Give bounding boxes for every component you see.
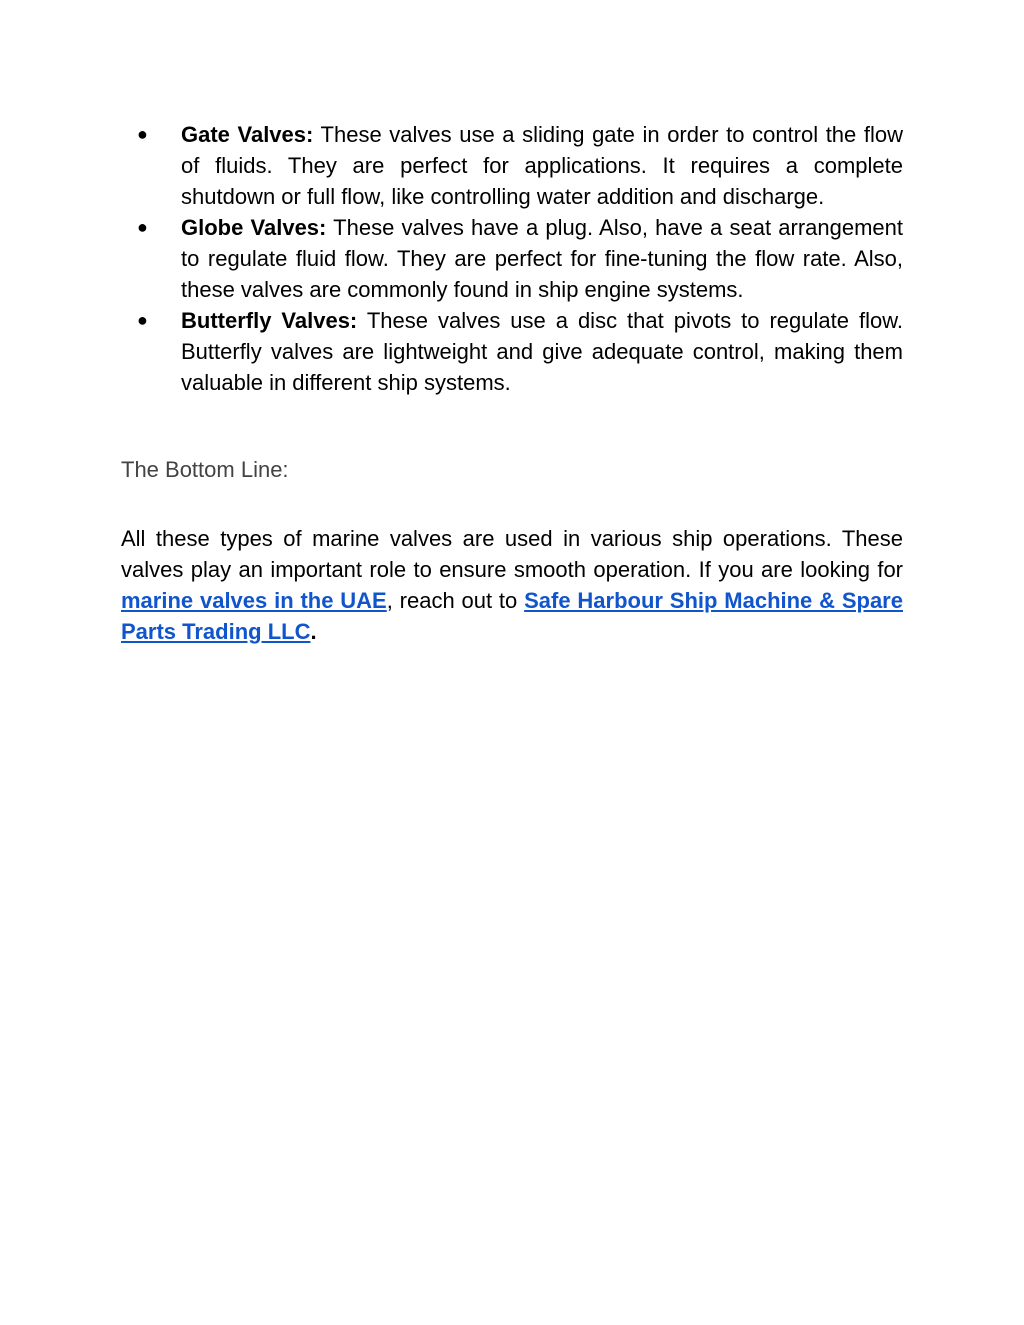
list-item-gate-valves [121, 119, 903, 212]
bottom-line-heading: The Bottom Line: [121, 457, 289, 482]
conclusion-text-start: All these types of marine valves are used in various ship operations. These valves play an important role to ensure smooth operation. If you are looking for [121, 526, 903, 582]
description-gate-valves: These valves use a sliding gate in order to control the flow of fluids. They are perfect for applications. It requires a complete shutdown or full flow, like controlling water addition and discharge. [181, 122, 903, 209]
list-item-butterfly-valves [121, 305, 903, 398]
marine-valves-uae-link[interactable]: marine valves in the UAE [121, 588, 387, 613]
description-globe-valves: These valves have a plug. Also, have a seat arrangement to regulate fluid flow. They are perfect for fine-tuning the flow rate. Also, these valves are commonly found in ship engine systems. [181, 215, 903, 302]
conclusion-text-middle: , reach out to [386, 588, 518, 613]
conclusion-period: . [310, 619, 317, 644]
bullet-icon: ● [137, 310, 148, 330]
valve-list [121, 119, 903, 398]
document-page [121, 119, 903, 669]
description-butterfly-valves: These valves use a disc that pivots to regulate flow. Butterfly valves are lightweight and give adequate control, making them valuable in different ship systems. [181, 308, 903, 395]
list-item-globe-valves [121, 212, 903, 305]
bullet-icon: ● [137, 124, 148, 144]
conclusion-paragraph [121, 523, 903, 647]
term-butterfly-valves: Butterfly Valves: [181, 308, 358, 333]
bullet-icon: ● [137, 217, 148, 237]
term-gate-valves: Gate Valves: [181, 122, 314, 147]
term-globe-valves: Globe Valves: [181, 215, 327, 240]
safe-harbour-link[interactable]: Safe Harbour Ship Machine & Spare Parts Trading LLC [121, 588, 903, 644]
